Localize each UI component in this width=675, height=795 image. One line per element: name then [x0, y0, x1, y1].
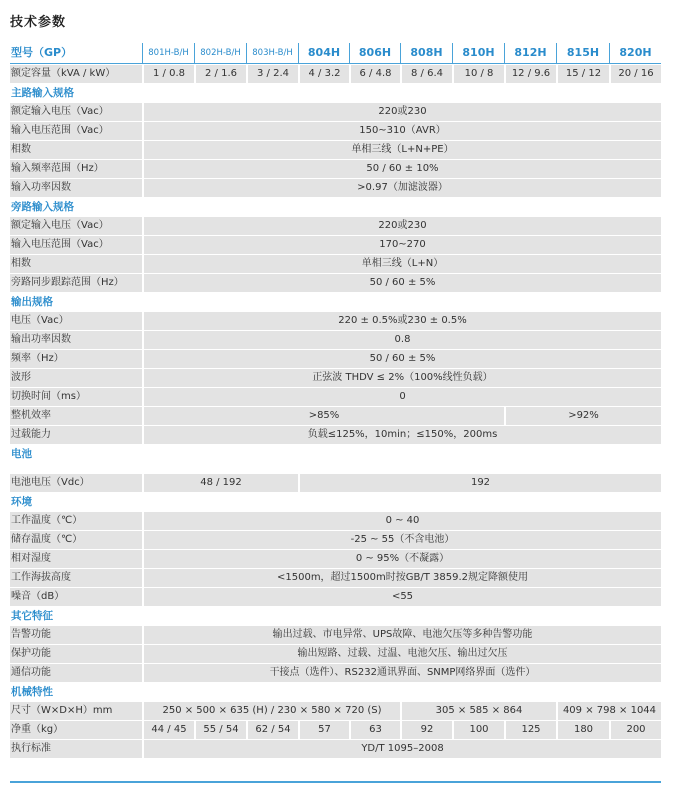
section-output: [10, 293, 661, 311]
weight-cell: 180: [556, 721, 609, 739]
spec-row: [10, 569, 661, 587]
section-environment: [10, 493, 661, 511]
model-cell: 808H: [400, 43, 452, 64]
spec-label: 输入功率因数: [10, 179, 142, 197]
spec-value: >85%: [142, 407, 504, 425]
weight-cell: 100: [452, 721, 504, 739]
model-cell: 812H: [504, 43, 556, 64]
spec-row: [10, 664, 661, 682]
model-cell: 820H: [609, 43, 661, 64]
section-title: 主路输入规格: [11, 87, 74, 99]
spec-value: <55: [142, 588, 661, 606]
section-title: 环境: [11, 496, 32, 508]
spec-label: 储存温度（℃）: [10, 531, 142, 549]
spec-row: [10, 312, 661, 330]
spec-label: 保护功能: [10, 645, 142, 663]
spec-label: 整机效率: [10, 407, 142, 425]
spec-row: [10, 103, 661, 121]
spec-value: 220或230: [142, 217, 661, 235]
spec-label: 切换时间（ms）: [10, 388, 142, 406]
weight-cell: 200: [609, 721, 661, 739]
spec-value: 0 ~ 95%（不凝露）: [142, 550, 661, 568]
weight-cell: 57: [298, 721, 349, 739]
spec-value: 409 × 798 × 1044: [556, 702, 661, 720]
model-cell: 806H: [349, 43, 400, 64]
section-title: 其它特征: [11, 610, 53, 622]
capacity-cell: 6 / 4.8: [349, 65, 400, 83]
spec-value: 150~310（AVR）: [142, 122, 661, 140]
capacity-cell: 4 / 3.2: [298, 65, 349, 83]
spec-value: 正弦波 THDV ≤ 2%（100%线性负载）: [142, 369, 661, 387]
section-main-input: [10, 84, 661, 102]
model-cell: 803H-B/H: [246, 43, 298, 64]
spec-value: 单相三线（L+N）: [142, 255, 661, 273]
spec-row: [10, 531, 661, 549]
spec-label: 额定输入电压（Vac）: [10, 217, 142, 235]
spec-value: 220或230: [142, 103, 661, 121]
spec-label: 输入电压范围（Vac）: [10, 122, 142, 140]
spec-label: 过载能力: [10, 426, 142, 444]
spec-value: 305 × 585 × 864: [400, 702, 556, 720]
bottom-divider: [10, 781, 661, 783]
section-title: 旁路输入规格: [11, 201, 74, 213]
spec-label: 净重（kg）: [10, 721, 142, 739]
spec-label: 通信功能: [10, 664, 142, 682]
spec-row: [10, 141, 661, 159]
section-bypass-input: [10, 198, 661, 216]
spec-value: 0.8: [142, 331, 661, 349]
spec-label: 噪音（dB）: [10, 588, 142, 606]
spec-value: 50 / 60 ± 5%: [142, 274, 661, 292]
spec-value: 220 ± 0.5%或230 ± 0.5%: [142, 312, 661, 330]
spec-value: 50 / 60 ± 10%: [142, 160, 661, 178]
weight-cell: 55 / 54: [194, 721, 246, 739]
spec-label: 电池电压（Vdc）: [10, 474, 142, 492]
capacity-cell: 20 / 16: [609, 65, 661, 83]
model-cell: 815H: [556, 43, 609, 64]
spec-row: [10, 407, 661, 425]
spec-row: [10, 550, 661, 568]
model-cell: 804H: [298, 43, 349, 64]
spec-label: 尺寸（W×D×H）mm: [10, 702, 142, 720]
spec-label: 相数: [10, 255, 142, 273]
section-battery: [10, 445, 661, 473]
capacity-cell: 8 / 6.4: [400, 65, 452, 83]
spec-row: [10, 645, 661, 663]
spec-value: 单相三线（L+N+PE）: [142, 141, 661, 159]
spec-row: [10, 369, 661, 387]
spec-table: [10, 42, 661, 759]
weight-cell: 63: [349, 721, 400, 739]
spec-value: 输出过载、市电异常、UPS故障、电池欠压等多种告警功能: [142, 626, 661, 644]
spec-row: [10, 350, 661, 368]
section-mechanical: [10, 683, 661, 701]
spec-row: [10, 274, 661, 292]
spec-label: 输出功率因数: [10, 331, 142, 349]
capacity-cell: 2 / 1.6: [194, 65, 246, 83]
spec-value: YD/T 1095–2008: [142, 740, 661, 758]
capacity-cell: 15 / 12: [556, 65, 609, 83]
spec-value: 0: [142, 388, 661, 406]
spec-value: 干接点（选件）、RS232通讯界面、SNMP网络界面（选件）: [142, 664, 661, 682]
spec-row: [10, 255, 661, 273]
spec-row: [10, 702, 661, 720]
spec-value: 输出短路、过载、过温、电池欠压、输出过欠压: [142, 645, 661, 663]
capacity-label: 额定容量（kVA / kW）: [10, 65, 142, 83]
spec-row: [10, 217, 661, 235]
spec-row: [10, 588, 661, 606]
capacity-cell: 1 / 0.8: [142, 65, 194, 83]
page-title: 技术参数: [10, 15, 67, 30]
spec-label: 执行标准: [10, 740, 142, 758]
spec-row: [10, 179, 661, 197]
spec-label: 相数: [10, 141, 142, 159]
spec-value: >0.97（加滤波器）: [142, 179, 661, 197]
spec-value: 0 ~ 40: [142, 512, 661, 530]
spec-label: 相对湿度: [10, 550, 142, 568]
model-cell: 801H-B/H: [142, 43, 194, 64]
model-cell: 802H-B/H: [194, 43, 246, 64]
spec-value: >92%: [504, 407, 661, 425]
section-title: 输出规格: [11, 296, 53, 308]
spec-row: [10, 122, 661, 140]
model-cell: 810H: [452, 43, 504, 64]
weight-cell: 44 / 45: [142, 721, 194, 739]
spec-label: 旁路同步跟踪范围（Hz）: [10, 274, 142, 292]
spec-label: 电压（Vac）: [10, 312, 142, 330]
spec-row: [10, 512, 661, 530]
spec-label: 告警功能: [10, 626, 142, 644]
section-title: 电池: [11, 448, 32, 460]
spec-label: 工作海拔高度: [10, 569, 142, 587]
spec-label: 额定输入电压（Vac）: [10, 103, 142, 121]
capacity-cell: 3 / 2.4: [246, 65, 298, 83]
spec-value: 250 × 500 × 635 (H) / 230 × 580 × 720 (S): [142, 702, 400, 720]
spec-row: [10, 331, 661, 349]
capacity-cell: 12 / 9.6: [504, 65, 556, 83]
weight-row: [10, 721, 661, 739]
model-label: 型号（GP）: [10, 43, 142, 64]
spec-label: 输入电压范围（Vac）: [10, 236, 142, 254]
spec-label: 输入频率范围（Hz）: [10, 160, 142, 178]
spec-row: [10, 740, 661, 758]
spec-row: [10, 474, 661, 492]
spec-value: <1500m，超过1500m时按GB/T 3859.2规定降额使用: [142, 569, 661, 587]
spec-row: [10, 388, 661, 406]
spec-label: 工作温度（℃）: [10, 512, 142, 530]
spec-value: 50 / 60 ± 5%: [142, 350, 661, 368]
capacity-cell: 10 / 8: [452, 65, 504, 83]
spec-label: 频率（Hz）: [10, 350, 142, 368]
spec-row: [10, 236, 661, 254]
spec-value: 负载≤125%，10min；≤150%，200ms: [142, 426, 661, 444]
spec-row: [10, 626, 661, 644]
spec-label: 波形: [10, 369, 142, 387]
spec-value: 192: [298, 474, 661, 492]
spec-value: -25 ~ 55（不含电池）: [142, 531, 661, 549]
spec-row: [10, 160, 661, 178]
weight-cell: 62 / 54: [246, 721, 298, 739]
spec-row: [10, 426, 661, 444]
weight-cell: 125: [504, 721, 556, 739]
weight-cell: 92: [400, 721, 452, 739]
spec-value: 170~270: [142, 236, 661, 254]
section-title: 机械特性: [11, 686, 53, 698]
capacity-row: [10, 65, 661, 83]
section-other: [10, 607, 661, 625]
spec-value: 48 / 192: [142, 474, 298, 492]
model-row: [10, 43, 661, 64]
